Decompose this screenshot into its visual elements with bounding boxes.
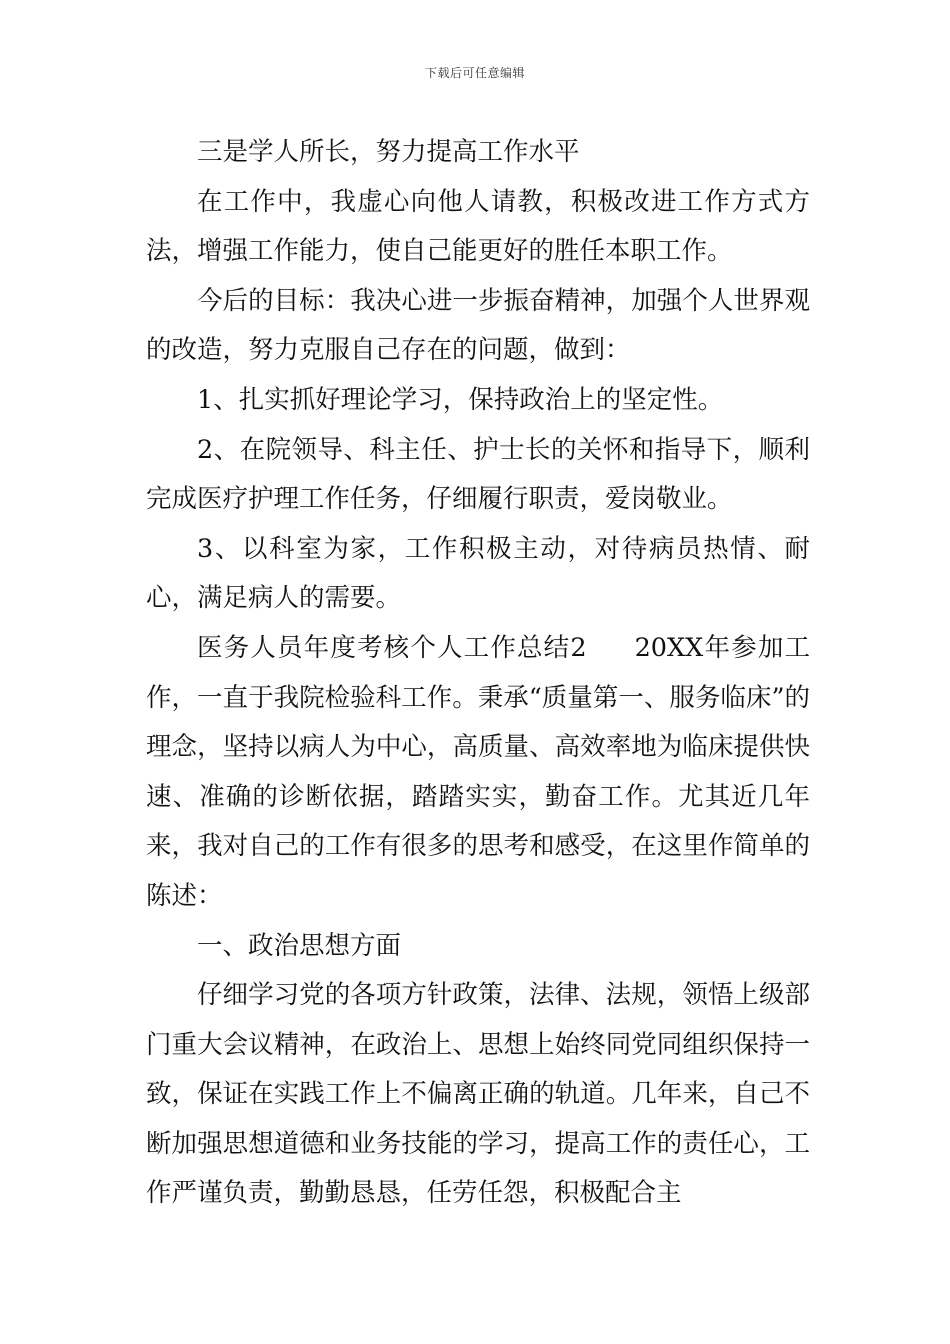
page-header: 下载后可任意编辑 xyxy=(424,66,525,80)
paragraph-3: 今后的目标：我决心进一步振奋精神，加强个人世界观的改造，努力克服自己存在的问题，做到： xyxy=(146,285,810,366)
paragraph-9: 仔细学习党的各项方针政策，法律、法规，领悟上级部门重大会议精神，在政治上、思想上始终同党同组织保持一致，保证在实践工作上不偏离正确的轨道。几年来，自己不断加强思想道德和业务技能的学习，提高工作的责任心，工作严谨负责，勤勤恳恳，任劳任怨，积极配合主 xyxy=(146,980,810,1209)
paragraph-5: 2、在院领导、科主任、护士长的关怀和指导下，顺利完成医疗护理工作任务，仔细履行职责，爱岗敬业。 xyxy=(146,434,810,515)
paragraph-7 xyxy=(146,624,810,922)
section-title: 医务人员年度考核个人工作总结2 xyxy=(197,632,587,663)
paragraph-1: 三是学人所长，努力提高工作水平 xyxy=(197,137,580,167)
paragraph-7-text: 20XX年参加工作，一直于我院检验科工作。秉承“质量第一、服务临床”的理念，坚持以病人为中心，高质量、高效率地为临床提供快速、准确的诊断依据，踏踏实实，勤奋工作。尤其近几年来，我对自己的工作有很多的思考和感受，在这里作简单的陈述： xyxy=(146,632,810,911)
paragraph-6: 3、以科室为家，工作积极主动，对待病员热情、耐心，满足病人的需要。 xyxy=(146,533,810,614)
paragraph-2: 在工作中，我虚心向他人请教，积极改进工作方式方法，增强工作能力，使自己能更好的胜任本职工作。 xyxy=(146,186,810,267)
paragraph-8: 一、政治思想方面 xyxy=(197,930,402,961)
document-body xyxy=(146,128,810,1219)
paragraph-4: 1、扎实抓好理论学习，保持政治上的坚定性。 xyxy=(197,384,724,415)
